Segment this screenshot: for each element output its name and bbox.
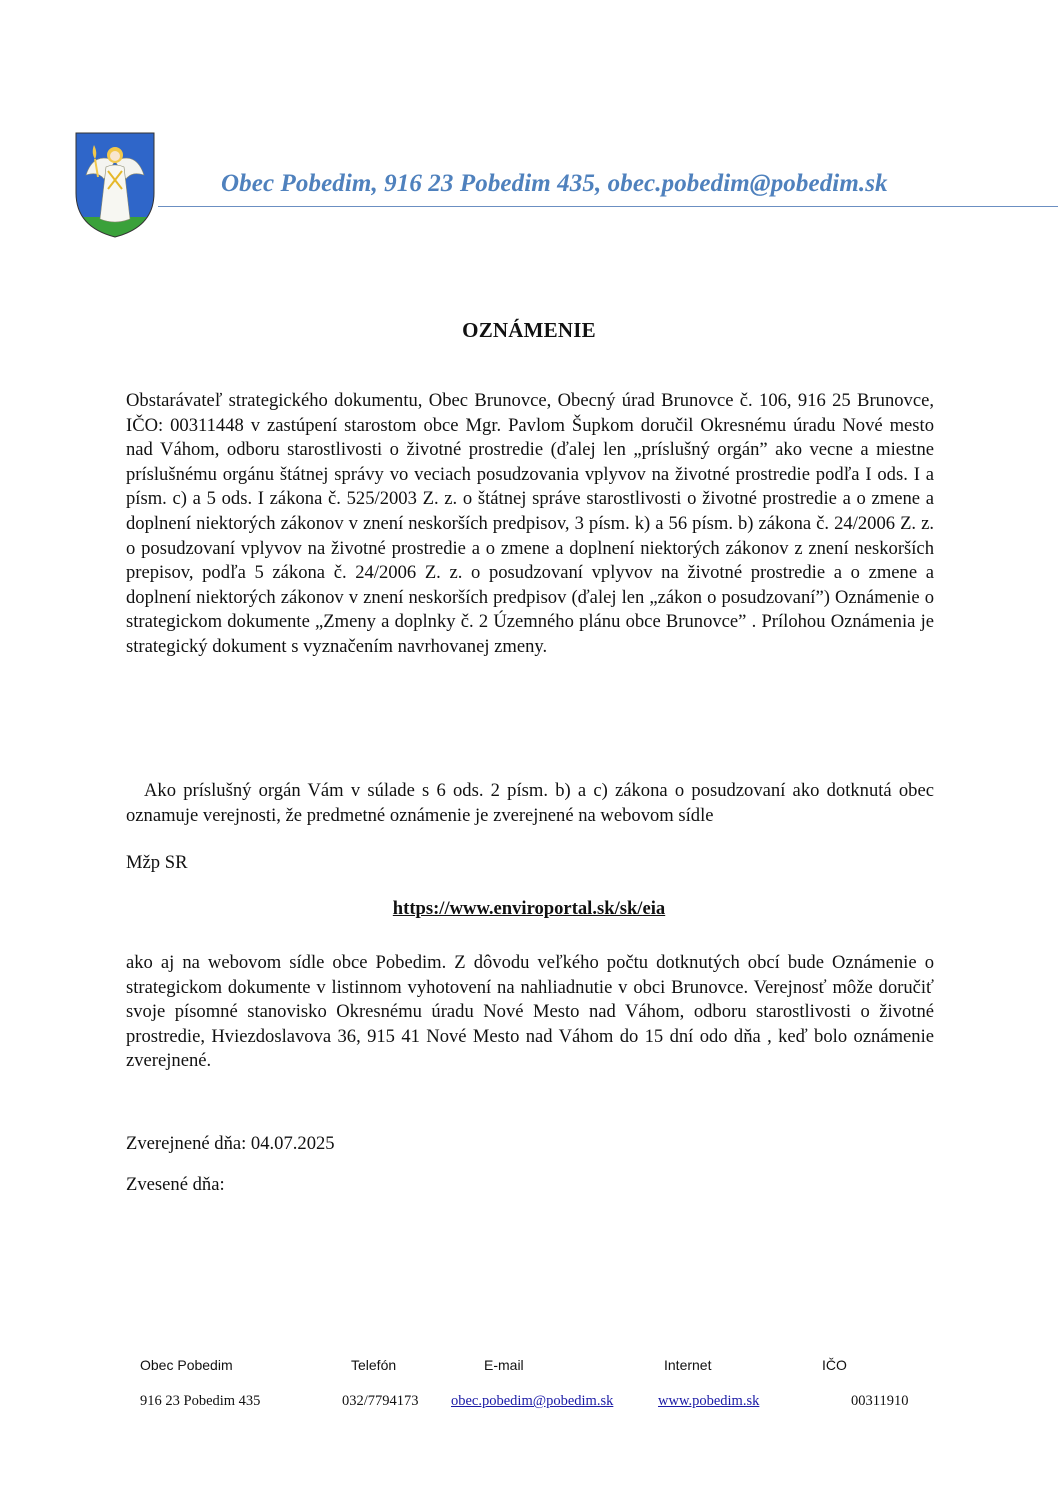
footer-label-phone: Telefón — [351, 1357, 397, 1373]
paragraph-notice: Obstarávateľ strategického dokumentu, Obec Brunovce, Obecný úrad Brunovce č. 106, 916 25 Brunovce, IČO: 00311448 v zastúpení starostom obce Mgr. Pavlom Šupkom doručil Okresnému úradu Nové mesto nad Váhom, odboru starostlivosti o životné prostredie (ďalej len „príslušný orgán” ako vecne a miestne príslušnému orgánu štátnej správy vo veciach posudzovania vplyvov na životné prostredie podľa I ods. I a písm. c) a 5 ods. I zákona č. 525/2003 Z. z. o štátnej správe starostlivosti o životné prostredie a o zmene a doplnení niektorých zákonov v znení neskorších predpisov, 3 písm. k) a 56 písm. b) zákona č. 24/2006 Z. z. o posudzovaní vplyvov na životné prostredie a o zmene a doplnení niektorých zákonov z znení neskorších prepisov, podľa 5 zákona č. 24/2006 Z. z. o posudzovaní vplyvov na životné prostredie a o zmene a doplnení niektorých zákonov v znení neskorších predpisov (ďalej len „zákon o posudzovaní”) Oznámenie o strategickom dokumente „Zmeny a doplnky č. 2 Územného plánu obce Brunovce” . Prílohou Oznámenia je strategický dokument s vyznačením navrhovanej zmeny. — [126, 390, 934, 657]
coat-of-arms-angel-icon — [74, 131, 156, 239]
document-title: OZNÁMENIE — [462, 318, 596, 342]
header-divider — [158, 206, 1058, 207]
removed-date: Zvesené dňa: — [126, 1174, 225, 1195]
enviroportal-link[interactable]: https://www.enviroportal.sk/sk/eia — [392, 898, 666, 919]
footer-web-link[interactable]: www.pobedim.sk — [658, 1393, 760, 1409]
footer-phone: 032/7794173 — [342, 1393, 419, 1409]
footer-label-name: Obec Pobedim — [140, 1357, 233, 1373]
paragraph-public-comment: ako aj na webovom sídle obce Pobedim. Z dôvodu veľkého počtu dotknutých obcí bude Oznámenie o strategickom dokumente v listinnom vyhotovení na nahliadnutie v obci Brunovce. Verejnosť môže doručiť svoje písomné stanovisko Okresnému úradu Nové Mesto nad Váhom, odboru starostlivosti o životné prostredie, Hviezdoslavova 36, 915 41 Nové Mesto nad Váhom do 15 dní odo dňa , keď bolo oznámenie zverejnené. — [126, 952, 934, 1072]
header-title: Obec Pobedim, 916 23 Pobedim 435, obec.pobedim@pobedim.sk — [221, 170, 888, 197]
agency-name: Mžp SR — [126, 852, 188, 873]
footer-label-internet: Internet — [664, 1357, 712, 1373]
paragraph-publication: Ako príslušný orgán Vám v súlade s 6 ods. 2 písm. b) a c) zákona o posudzovaní ako dotknutá obec oznamuje verejnosti, že predmetné oznámenie je zverejnené na webovom sídle — [126, 780, 934, 826]
footer-address: 916 23 Pobedim 435 — [140, 1393, 261, 1409]
footer-email-link[interactable]: obec.pobedim@pobedim.sk — [451, 1393, 614, 1409]
footer-label-email: E-mail — [484, 1357, 524, 1373]
footer-ico: 00311910 — [851, 1393, 909, 1409]
published-date: Zverejnené dňa: 04.07.2025 — [126, 1133, 335, 1154]
footer-label-ico: IČO — [822, 1357, 847, 1373]
